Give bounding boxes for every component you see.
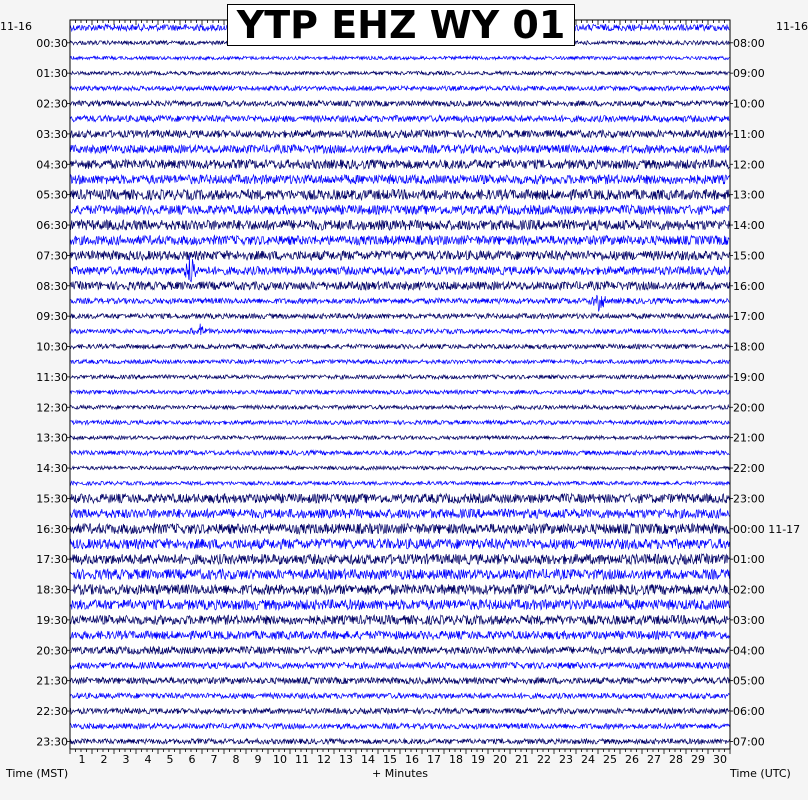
right-time-label: 13:00: [733, 188, 765, 202]
x-tick-label-17: 17: [427, 753, 441, 766]
left-time-label: 01:30: [36, 67, 68, 81]
chart-title: YTP EHZ WY 01: [236, 3, 566, 47]
x-tick-label-13: 13: [339, 753, 353, 766]
x-tick-label-30: 30: [713, 753, 727, 766]
x-tick-label-12: 12: [317, 753, 331, 766]
left-date-label: 11-16: [0, 20, 32, 33]
x-tick-label-18: 18: [449, 753, 463, 766]
right-time-label: 12:00: [733, 158, 765, 172]
x-tick-label-2: 2: [100, 753, 108, 766]
right-time-label: 21:00: [733, 431, 765, 445]
right-time-label: 04:00: [733, 644, 765, 658]
right-time-label: 22:00: [733, 462, 765, 476]
right-time-label: 05:00: [733, 674, 765, 688]
right-time-label: 20:00: [733, 401, 765, 415]
left-time-label: 10:30: [36, 340, 68, 354]
right-time-label: 19:00: [733, 370, 765, 384]
x-tick-label-20: 20: [493, 753, 507, 766]
right-time-label: 11:00: [733, 127, 765, 141]
left-time-label: 04:30: [36, 158, 68, 172]
x-tick-label-15: 15: [383, 753, 397, 766]
left-time-label: 18:30: [36, 583, 68, 597]
left-time-label: 03:30: [36, 127, 68, 141]
right-time-label: 18:00: [733, 340, 765, 354]
right-time-label: 10:00: [733, 97, 765, 111]
x-tick-label-24: 24: [581, 753, 595, 766]
x-tick-label-23: 23: [559, 753, 573, 766]
left-time-label: 16:30: [36, 522, 68, 536]
left-time-label: 22:30: [36, 705, 68, 719]
right-time-label: 01:00: [733, 553, 765, 567]
left-time-label: 08:30: [36, 279, 68, 293]
right-time-label: 02:00: [733, 583, 765, 597]
left-time-label: 07:30: [36, 249, 68, 263]
x-tick-label-9: 9: [254, 753, 262, 766]
right-time-label: 08:00: [733, 36, 765, 50]
x-tick-label-29: 29: [691, 753, 705, 766]
x-tick-label-26: 26: [625, 753, 639, 766]
right-time-label: 15:00: [733, 249, 765, 263]
x-tick-label-19: 19: [471, 753, 485, 766]
right-date-label: 11-16: [776, 20, 808, 33]
right-time-label: 17:00: [733, 310, 765, 324]
x-tick-label-6: 6: [188, 753, 196, 766]
x-tick-label-27: 27: [647, 753, 661, 766]
left-time-label: 06:30: [36, 219, 68, 233]
right-axis-label: Time (UTC): [730, 767, 791, 780]
x-tick-label-28: 28: [669, 753, 683, 766]
right-time-label: 09:00: [733, 67, 765, 81]
x-tick-label-21: 21: [515, 753, 529, 766]
right-time-label: 06:00: [733, 705, 765, 719]
right-time-label: 03:00: [733, 613, 765, 627]
x-tick-label-5: 5: [166, 753, 174, 766]
right-time-label: 14:00: [733, 219, 765, 233]
left-time-label: 05:30: [36, 188, 68, 202]
chart-title-box: [227, 4, 575, 46]
x-tick-label-22: 22: [537, 753, 551, 766]
left-time-label: 09:30: [36, 310, 68, 324]
right-time-label: 23:00: [733, 492, 765, 506]
x-tick-label-14: 14: [361, 753, 375, 766]
right-time-label: 16:00: [733, 279, 765, 293]
plot-area: [70, 20, 730, 749]
right-time-label: 07:00: [733, 735, 765, 749]
left-time-label: 11:30: [36, 370, 68, 384]
x-tick-label-25: 25: [603, 753, 617, 766]
left-time-label: 17:30: [36, 553, 68, 567]
x-tick-label-3: 3: [122, 753, 130, 766]
x-tick-label-8: 8: [232, 753, 240, 766]
left-time-label: 15:30: [36, 492, 68, 506]
left-time-label: 13:30: [36, 431, 68, 445]
left-time-label: 19:30: [36, 613, 68, 627]
left-axis-label: Time (MST): [6, 767, 69, 780]
x-axis-label: + Minutes: [372, 767, 429, 780]
x-tick-label-11: 11: [295, 753, 309, 766]
left-time-label: 12:30: [36, 401, 68, 415]
left-time-label: 14:30: [36, 462, 68, 476]
left-time-label: 02:30: [36, 97, 68, 111]
left-time-label: 00:30: [36, 36, 68, 50]
right-time-label: 00:00 11-17: [733, 522, 801, 536]
x-tick-label-7: 7: [210, 753, 218, 766]
left-time-label: 23:30: [36, 735, 68, 749]
x-tick-label-4: 4: [144, 753, 152, 766]
x-tick-label-16: 16: [405, 753, 419, 766]
x-tick-label-1: 1: [78, 753, 86, 766]
left-time-label: 21:30: [36, 674, 68, 688]
x-tick-label-10: 10: [273, 753, 287, 766]
left-time-label: 20:30: [36, 644, 68, 658]
